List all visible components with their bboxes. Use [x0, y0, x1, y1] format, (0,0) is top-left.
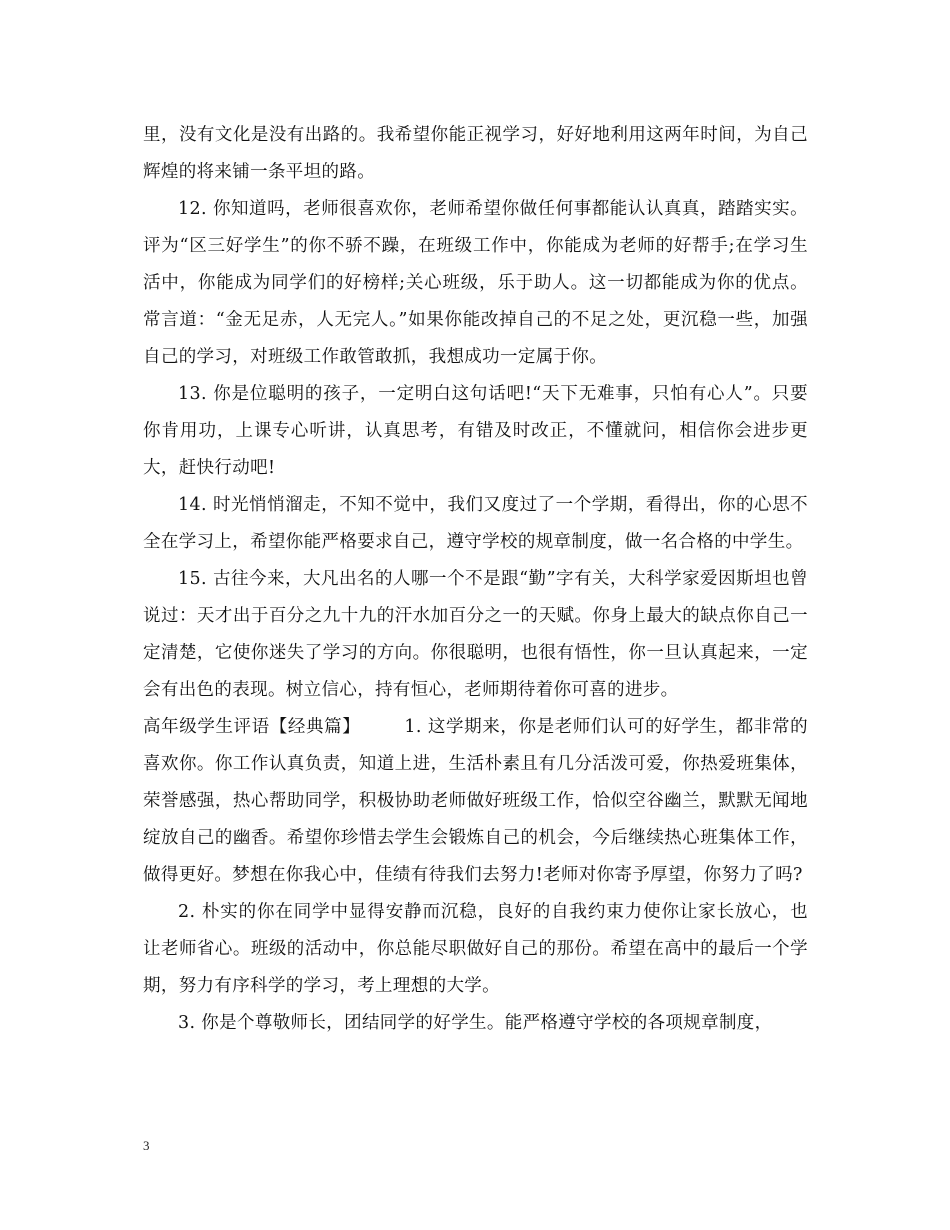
paragraph-item-12: 12. 你知道吗，老师很喜欢你，老师希望你做任何事都能认认真真，踏踏实实。评为“区三好学生”的你不骄不躁，在班级工作中，你能成为老师的好帮手;在学习生活中，你能成为同学们的好榜样;关心班级，乐于助人。这一切都能成为你的优点。常言道：“金无足赤，人无完人。”如果你能改掉自己的不足之处，更沉稳一些，加强自己的学习，对班级工作敢管敢抓，我想成功一定属于你。	[143, 199, 808, 367]
section-item-2: 2. 朴实的你在同学中显得安静而沉稳，良好的自我约束力使你让家长放心，也让老师省心。班级的活动中，你总能尽职做好自己的那份。希望在高中的最后一个学期，努力有序科学的学习，考上理想的大学。	[143, 902, 808, 996]
section-item-3: 3. 你是个尊敬师长，团结同学的好学生。能严格遵守学校的各项规章制度，	[178, 1013, 773, 1033]
paragraph-item-15: 15. 古往今来，大凡出名的人哪一个不是跟“勤”字有关，大科学家爱因斯坦也曾说过：天才出于百分之九十九的汗水加百分之一的天赋。你身上最大的缺点你自己一定清楚，它使你迷失了学习的方向。你很聪明，也很有悟性，你一旦认真起来，一定会有出色的表现。树立信心，持有恒心，老师期待着你可喜的进步。	[143, 569, 808, 700]
page-number: 3	[143, 1138, 150, 1153]
paragraph-item-13: 13. 你是位聪明的孩子，一定明白这句话吧!“天下无难事，只怕有心人”。只要你肯用功，上课专心听讲，认真思考，有错及时改正，不懂就问，相信你会进步更大，赶快行动吧!	[143, 384, 808, 478]
section-heading: 高年级学生评语【经典篇】	[143, 717, 361, 737]
paragraph-item-14: 14. 时光悄悄溜走，不知不觉中，我们又度过了一个学期，看得出，你的心思不全在学习上，希望你能严格要求自己，遵守学校的规章制度，做一名合格的中学生。	[143, 495, 808, 552]
section-paragraph	[143, 709, 808, 894]
paragraph-continued: 里，没有文化是没有出路的。我希望你能正视学习，好好地利用这两年时间，为自己辉煌的将来铺一条平坦的路。	[143, 125, 808, 182]
document-body	[143, 117, 808, 1042]
section-item-1: 1. 这学期来，你是老师们认可的好学生，都非常的喜欢你。你工作认真负责，知道上进，生活朴素且有几分活泼可爱，你热爱班集体，荣誉感强，热心帮助同学，积极协助老师做好班级工作，恰似空谷幽兰，默默无闻地绽放自己的幽香。希望你珍惜去学生会锻炼自己的机会，今后继续热心班集体工作，做得更好。梦想在你我心中，佳绩有待我们去努力!老师对你寄予厚望，你努力了吗?	[143, 717, 808, 885]
